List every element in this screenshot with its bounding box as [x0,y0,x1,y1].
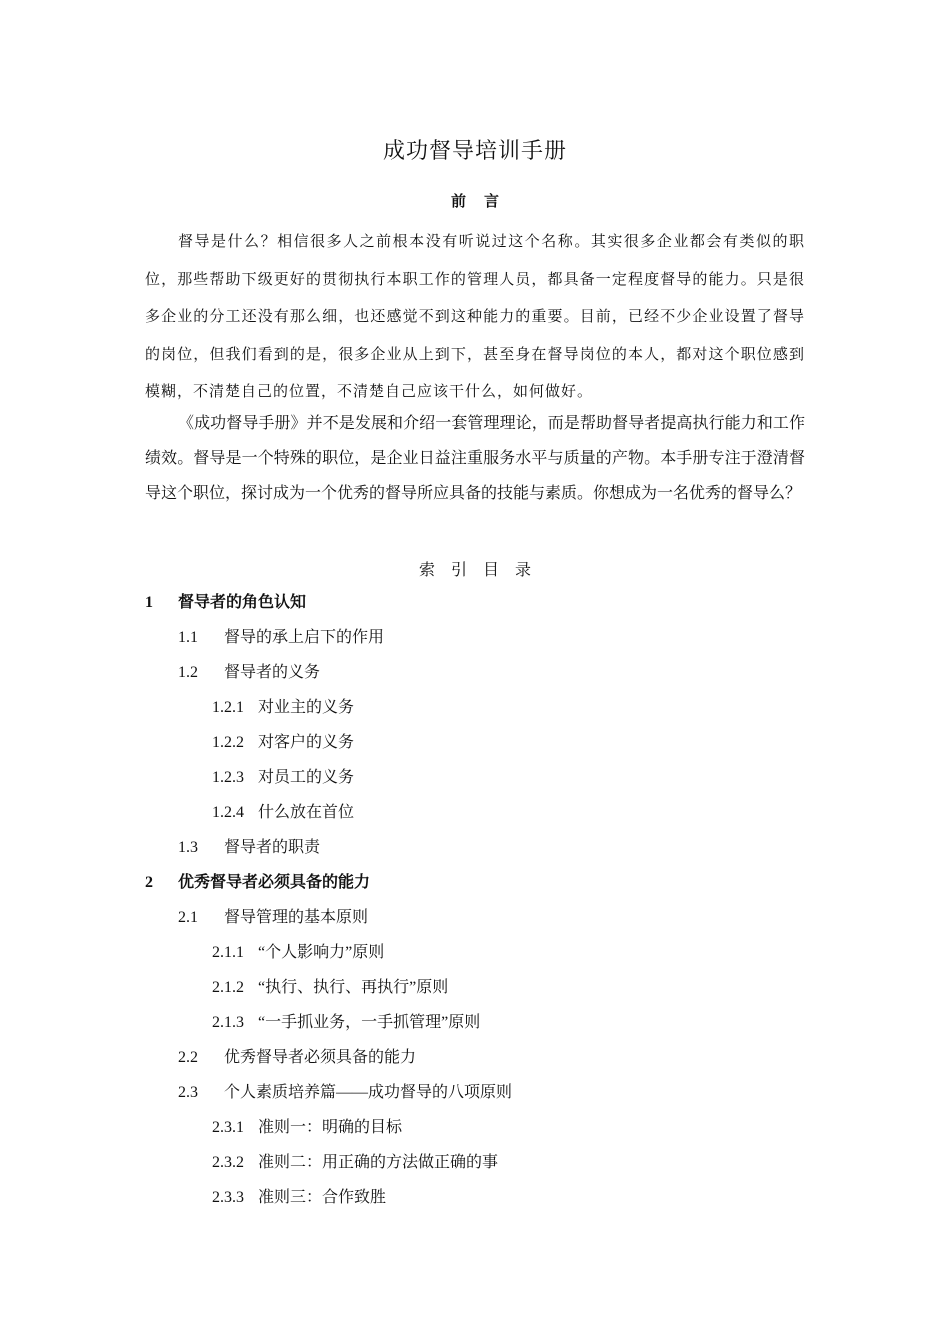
toc-item-text: 什么放在首位 [258,804,355,821]
toc-item-number: 1.3 [178,839,198,856]
toc-item-text: 准则三：合作致胜 [258,1189,387,1206]
toc-item-text: 对客户的义务 [258,734,355,751]
toc-item-text: 督导者的角色认知 [178,594,307,611]
toc-item-number: 2.3 [178,1084,198,1101]
toc-item-number: 1.2.2 [212,734,244,751]
toc-item [145,865,805,900]
toc-item-number: 1.2.4 [212,804,244,821]
toc-item-text: 准则二：用正确的方法做正确的事 [258,1154,499,1171]
table-of-contents [145,585,805,1215]
toc-item-text: 对员工的义务 [258,769,355,786]
toc-item-text: “个人影响力”原则 [258,944,385,961]
toc-item-number: 1.2 [178,664,198,681]
toc-item [145,760,805,795]
toc-item [145,690,805,725]
toc-item [145,1075,805,1110]
toc-item-number: 2.1.1 [212,944,244,961]
toc-item-number: 1.2.1 [212,699,244,716]
toc-item-text: 对业主的义务 [258,699,355,716]
toc-item [145,900,805,935]
toc-item-number: 1.2.3 [212,769,244,786]
toc-item [145,1110,805,1145]
toc-item [145,970,805,1005]
document-title: 成功督导培训手册 [382,138,567,163]
toc-item-text: 督导者的职责 [224,839,321,856]
toc-item-text: 督导者的义务 [224,664,321,681]
toc-item [145,585,805,620]
toc-item [145,655,805,690]
toc-item-number: 2.1.2 [212,979,244,996]
toc-item [145,620,805,655]
toc-item-text: 优秀督导者必须具备的能力 [178,874,371,891]
toc-item [145,1005,805,1040]
toc-item-text: “执行、执行、再执行”原则 [258,979,449,996]
toc-item-number: 2 [145,874,153,891]
toc-item [145,935,805,970]
toc-item [145,1145,805,1180]
preface-paragraph-1: 督导是什么？相信很多人之前根本没有听说过这个名称。其实很多企业都会有类似的职位，那些帮助下级更好的贯彻执行本职工作的管理人员，都具备一定程度督导的能力。只是很多企业的分工还没有那么细，也还感觉不到这种能力的重要。目前，已经不少企业设置了督导的岗位，但我们看到的是，很多企业从上到下，甚至身在督导岗位的本人，都对这个职位感到模糊，不清楚自己的位置，不清楚自己应该干什么，如何做好。 [145,234,805,400]
toc-item [145,1180,805,1215]
toc-item-number: 2.1 [178,909,198,926]
toc-item-number: 1.1 [178,629,198,646]
toc-item-number: 1 [145,594,153,611]
toc-item [145,1040,805,1075]
toc-item-text: 督导管理的基本原则 [224,909,369,926]
preface-heading: 前言 [450,194,517,210]
toc-item [145,725,805,760]
preface-paragraph-2: 《成功督导手册》并不是发展和介绍一套管理理论，而是帮助督导者提高执行能力和工作绩效。督导是一个特殊的职位，是企业日益注重服务水平与质量的产物。本手册专注于澄清督导这个职位，探讨成为一个优秀的督导所应具备的技能与素质。你想成为一名优秀的督导么？ [145,415,805,502]
toc-item-text: 督导的承上启下的作用 [224,629,385,646]
toc-item-number: 2.2 [178,1049,198,1066]
toc-item [145,795,805,830]
toc-item-number: 2.3.2 [212,1154,244,1171]
toc-item-number: 2.3.1 [212,1119,244,1136]
toc-item-number: 2.3.3 [212,1189,244,1206]
toc-item-text: “一手抓业务，一手抓管理”原则 [258,1014,481,1031]
toc-heading: 索引目录 [418,562,547,579]
toc-item-text: 准则一：明确的目标 [258,1119,403,1136]
toc-item [145,830,805,865]
toc-item-text: 优秀督导者必须具备的能力 [224,1049,417,1066]
toc-item-text: 个人素质培养篇——成功督导的八项原则 [224,1084,513,1101]
toc-item-number: 2.1.3 [212,1014,244,1031]
